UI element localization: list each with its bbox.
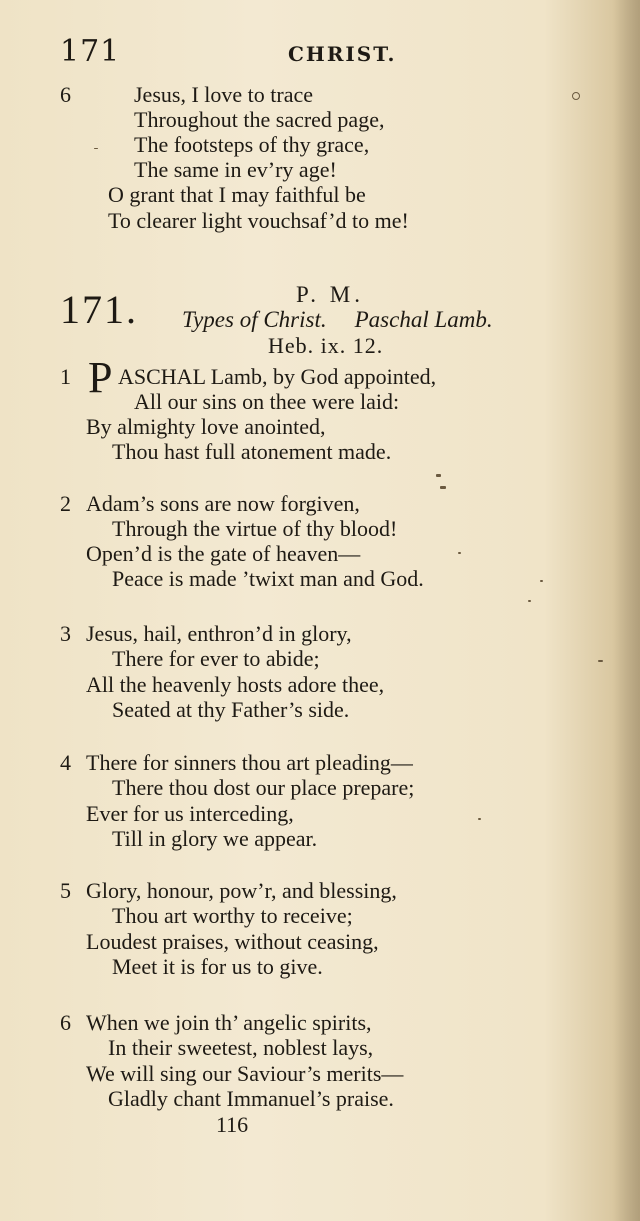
verse-line: Gladly chant Immanuel’s praise. <box>108 1086 394 1111</box>
verse-number: 1 <box>60 364 71 389</box>
verse-number: 6 <box>60 1010 71 1035</box>
verse-line: There for sinners thou art pleading— <box>86 750 413 775</box>
prev-verse-line: Throughout the sacred page, <box>134 107 385 132</box>
verse-line: Peace is made ’twixt man and God. <box>112 566 424 591</box>
paper-speck <box>528 600 531 602</box>
verse-line: ASCHAL Lamb, by God appointed, <box>118 364 437 389</box>
verse-number: 3 <box>60 621 71 646</box>
verse-line: Seated at thy Father’s side. <box>112 697 350 722</box>
paper-speck <box>94 148 98 149</box>
paper-speck <box>478 818 481 820</box>
running-head-title: CHRIST. <box>288 42 397 66</box>
verse-line: Meet it is for us to give. <box>112 954 323 979</box>
verse-line: Ever for us interceding, <box>86 801 294 826</box>
prev-verse-line: Jesus, I love to trace <box>134 82 313 107</box>
verse-number: 4 <box>60 750 71 775</box>
prev-verse-line: To clearer light vouchsaf’d to me! <box>108 208 409 233</box>
verse-line: Glory, honour, pow’r, and blessing, <box>86 878 397 903</box>
hymn-scripture-reference: Heb. ix. 12. <box>268 333 384 358</box>
hymn-number: 171. <box>60 287 138 332</box>
paper-speck <box>458 552 461 554</box>
prev-verse-number: 6 <box>60 82 71 107</box>
verse-line: Through the virtue of thy blood! <box>112 516 398 541</box>
verse-line: In their sweetest, noblest lays, <box>108 1035 374 1060</box>
verse-line: Till in glory we appear. <box>112 826 318 851</box>
paper-speck <box>540 580 543 582</box>
verse-line: Jesus, hail, enthron’d in glory, <box>86 621 352 646</box>
verse-line: There thou dost our place prepare; <box>112 775 415 800</box>
verse-number: 5 <box>60 878 71 903</box>
paper-speck <box>572 92 580 100</box>
hymn-subject <box>182 307 493 333</box>
prev-verse-line: The same in ev’ry age! <box>134 157 337 182</box>
verse-line: There for ever to abide; <box>112 646 320 671</box>
hymn-subject-left: Types of Christ. <box>182 307 327 332</box>
verse-line: All the heavenly hosts adore thee, <box>86 672 385 697</box>
verse-line: Adam’s sons are now forgiven, <box>86 491 360 516</box>
prev-verse-line: O grant that I may faithful be <box>108 182 366 207</box>
verse-line: All our sins on thee were laid: <box>134 389 400 414</box>
verse-line: We will sing our Saviour’s merits— <box>86 1061 404 1086</box>
paper-speck <box>440 486 446 489</box>
page-gutter-shadow <box>612 0 640 1221</box>
verse-line: Thou art worthy to receive; <box>112 903 353 928</box>
running-head-number: 171 <box>60 34 121 69</box>
drop-cap: P <box>88 353 113 402</box>
hymn-subject-right: Paschal Lamb. <box>354 307 493 332</box>
verse-number: 2 <box>60 491 71 516</box>
verse-line: When we join th’ angelic spirits, <box>86 1010 372 1035</box>
paper-speck <box>598 660 603 662</box>
verse-line: Thou hast full atonement made. <box>112 439 392 464</box>
running-head <box>60 34 580 70</box>
verse-line: Loudest praises, without ceasing, <box>86 929 379 954</box>
prev-verse-line: The footsteps of thy grace, <box>134 132 370 157</box>
page-number: 116 <box>216 1112 249 1137</box>
verse-line: By almighty love anointed, <box>86 414 326 439</box>
hymn-meter: P. M. <box>296 282 364 307</box>
verse-line: Open’d is the gate of heaven— <box>86 541 361 566</box>
paper-speck <box>436 474 441 477</box>
